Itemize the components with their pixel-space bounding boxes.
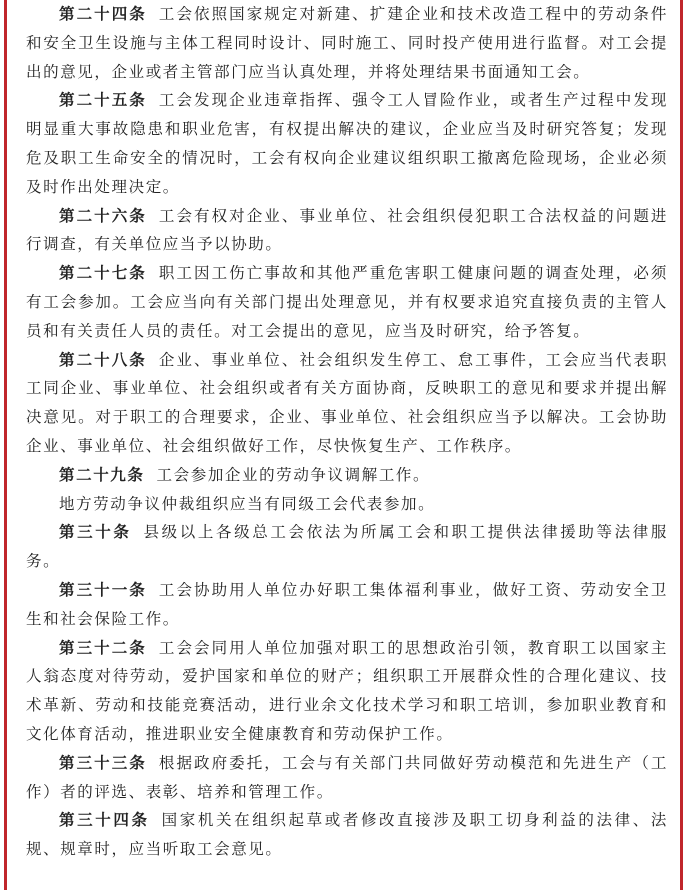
article-28 (26, 346, 668, 461)
article-title: 第三十四条 (59, 811, 150, 830)
article-body: 县级以上各级总工会依法为所属工会和职工提供法律援助等法律服务。 (26, 523, 669, 571)
article-title: 第三十条 (59, 523, 132, 542)
article-body: 工会协助用人单位办好职工集体福利事业，做好工资、劳动安全卫生和社会保险工作。 (26, 580, 668, 628)
law-document (26, 0, 668, 864)
article-33 (26, 749, 668, 807)
article-body: 国家机关在组织起草或者修改直接涉及职工切身利益的法律、法规、规章时，应当听取工会意见。 (26, 811, 668, 859)
article-body: 地方劳动争议仲裁组织应当有同级工会代表参加。 (59, 494, 436, 513)
article-title: 第二十八条 (59, 350, 147, 369)
article-body: 工会有权对企业、事业单位、社会组织侵犯职工合法权益的问题进行调查，有关单位应当予以协助。 (26, 206, 668, 254)
article-31 (26, 576, 668, 634)
article-24 (26, 0, 668, 86)
article-title: 第三十一条 (59, 580, 147, 599)
article-title: 第二十七条 (59, 264, 147, 283)
article-body: 工会发现企业违章指挥、强令工人冒险作业，或者生产过程中发现明显重大事故隐患和职业危害，有权提出解决的建议，企业应当及时研究答复；发现危及职工生命安全的情况时，工会有权向企业建议组织职工撤离危险现场，企业必须及时作出处理决定。 (26, 91, 668, 196)
article-title: 第二十五条 (59, 91, 147, 110)
article-34 (26, 806, 668, 864)
article-title: 第三十二条 (59, 638, 147, 657)
article-body: 工会依照国家规定对新建、扩建企业和技术改造工程中的劳动条件和安全卫生设施与主体工程同时设计、同时施工、同时投产使用进行监督。对工会提出的意见，企业或者主管部门应当认真处理，并将处理结果书面通知工会。 (26, 5, 668, 81)
article-title: 第三十三条 (59, 753, 147, 772)
article-30 (26, 518, 668, 576)
article-title: 第二十六条 (59, 206, 147, 225)
right-border (680, 0, 683, 890)
article-25 (26, 86, 668, 201)
left-border (4, 0, 7, 890)
article-body: 工会会同用人单位加强对职工的思想政治引领，教育职工以国家主人翁态度对待劳动，爱护国家和单位的财产；组织职工开展群众性的合理化建议、技术革新、劳动和技能竞赛活动，进行业余文化技术学习和职工培训，参加职业教育和文化体育活动，推进职业安全健康教育和劳动保护工作。 (26, 638, 668, 743)
article-27 (26, 259, 668, 345)
article-title: 第二十四条 (59, 5, 147, 23)
article-title: 第二十九条 (59, 465, 145, 484)
article-26 (26, 202, 668, 260)
article-body: 根据政府委托，工会与有关部门共同做好劳动模范和先进生产（工作）者的评选、表彰、培养和管理工作。 (26, 753, 668, 801)
article-29-continued (26, 490, 668, 519)
article-body: 工会参加企业的劳动争议调解工作。 (156, 465, 431, 484)
article-body: 企业、事业单位、社会组织发生停工、怠工事件，工会应当代表职工同企业、事业单位、社会组织或者有关方面协商，反映职工的意见和要求并提出解决意见。对于职工的合理要求，企业、事业单位、社会组织应当予以解决。工会协助企业、事业单位、社会组织做好工作，尽快恢复生产、工作秩序。 (26, 350, 668, 455)
article-32 (26, 634, 668, 749)
article-body: 职工因工伤亡事故和其他严重危害职工健康问题的调查处理，必须有工会参加。工会应当向有关部门提出处理意见，并有权要求追究直接负责的主管人员和有关责任人员的责任。对工会提出的意见，应当及时研究，给予答复。 (26, 264, 668, 340)
article-29 (26, 461, 668, 490)
